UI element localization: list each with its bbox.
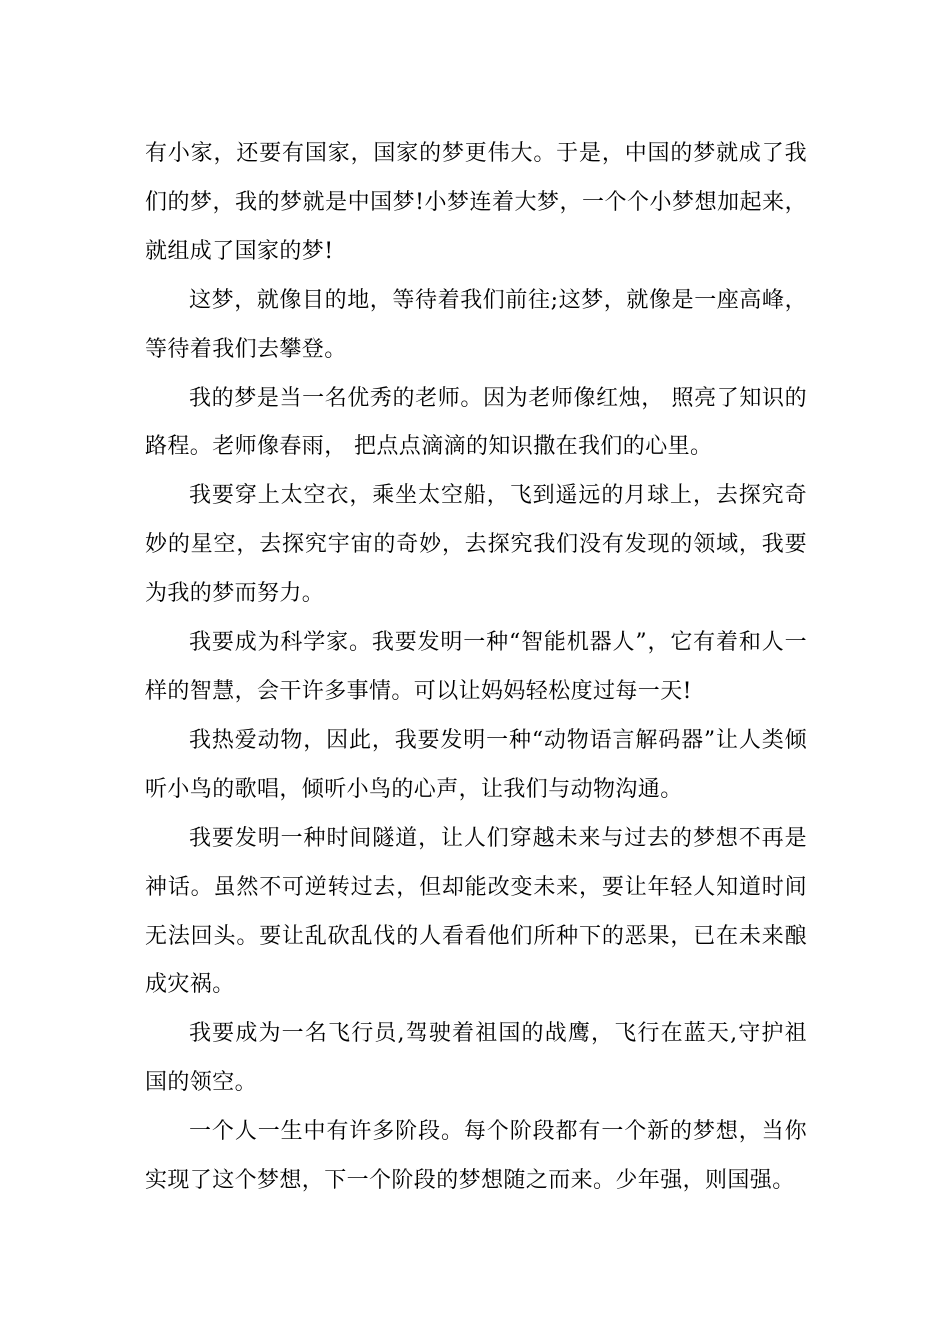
paragraph-6: 我热爱动物，因此，我要发明一种“动物语言解码器”让人类倾听小鸟的歌唱，倾听小鸟的心声，让我们与动物沟通。 — [145, 727, 807, 802]
paragraph-7: 我要发明一种时间隧道，让人们穿越未来与过去的梦想不再是神话。虽然不可逆转过去，但却能改变未来，要让年轻人知道时间无法回头。要让乱砍乱伐的人看看他们所种下的恶果，已在未来酿成灾祸。 — [145, 825, 807, 998]
paragraph-9: 一个人一生中有许多阶段。每个阶段都有一个新的梦想，当你实现了这个梦想，下一个阶段的梦想随之而来。少年强，则国强。 — [145, 1119, 807, 1194]
paragraph-8: 我要成为一名飞行员,驾驶着祖国的战鹰，飞行在蓝天,守护祖国的领空。 — [145, 1021, 807, 1096]
paragraph-1: 有小家，还要有国家，国家的梦更伟大。于是，中国的梦就成了我们的梦，我的梦就是中国梦!小梦连着大梦，一个个小梦想加起来，就组成了国家的梦! — [145, 141, 807, 264]
document-body — [145, 130, 807, 1206]
paragraph-4: 我要穿上太空衣，乘坐太空船，飞到遥远的月球上，去探究奇妙的星空，去探究宇宙的奇妙，去探究我们没有发现的领域，我要为我的梦而努力。 — [145, 483, 807, 607]
paragraph-5: 我要成为科学家。我要发明一种“智能机器人”，它有着和人一样的智慧，会干许多事情。可以让妈妈轻松度过每一天! — [145, 630, 807, 704]
paragraph-2: 这梦，就像目的地，等待着我们前往;这梦，就像是一座高峰，等待着我们去攀登。 — [145, 287, 807, 362]
paragraph-3: 我的梦是当一名优秀的老师。因为老师像红烛， 照亮了知识的路程。老师像春雨， 把点点滴滴的知识撒在我们的心里。 — [145, 385, 807, 460]
